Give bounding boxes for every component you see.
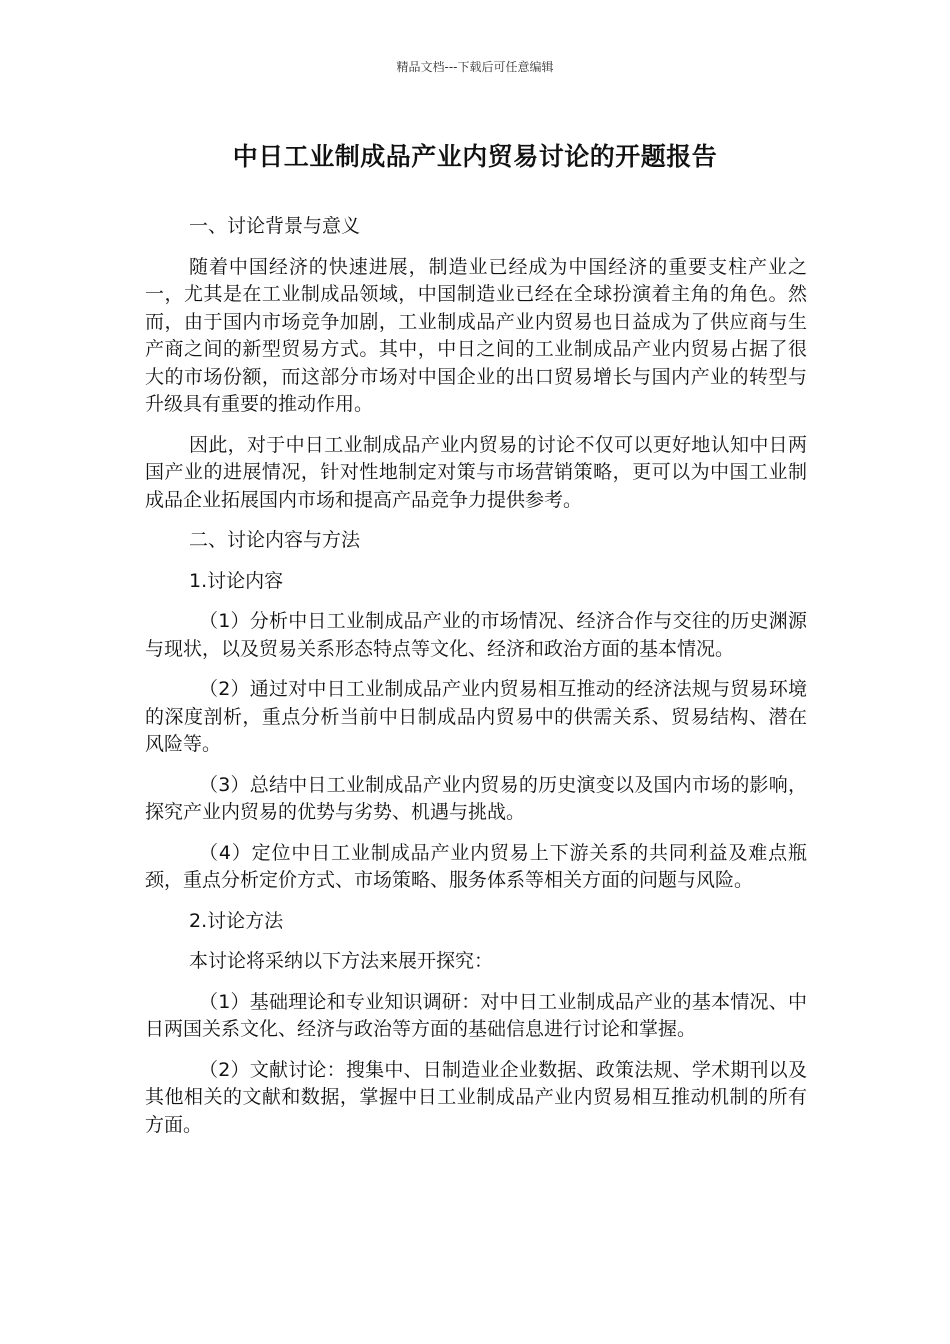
document-title: 中日工业制成品产业内贸易讨论的开题报告: [232, 142, 718, 171]
document-body: [145, 213, 807, 1152]
subsection-heading-content: 1.讨论内容: [189, 569, 284, 592]
list-item: （4）定位中日工业制成品产业内贸易上下游关系的共同利益及难点瓶颈，重点分析定价方式、市场策略、服务体系等相关方面的问题与风险。: [145, 841, 807, 891]
list-item: （1）基础理论和专业知识调研：对中日工业制成品产业的基本情况、中日两国关系文化、经济与政治等方面的基础信息进行讨论和掌握。: [145, 990, 807, 1040]
subsection-heading-method: 2.讨论方法: [189, 909, 284, 932]
section-heading-content-method: 二、讨论内容与方法: [189, 529, 361, 551]
list-item: （3）总结中日工业制成品产业内贸易的历史演变以及国内市场的影响，探究产业内贸易的优势与劣势、机遇与挑战。: [145, 773, 807, 823]
list-item: （2）文献讨论：搜集中、日制造业企业数据、政策法规、学术期刊以及其他相关的文献和数据，掌握中日工业制成品产业内贸易相互推动机制的所有方面。: [145, 1058, 807, 1136]
page-header-note: 精品文档---下载后可任意编辑: [396, 60, 554, 74]
list-item: （1）分析中日工业制成品产业的市场情况、经济合作与交往的历史渊源与现状，以及贸易关系形态特点等文化、经济和政治方面的基本情况。: [145, 610, 807, 660]
body-paragraph: 因此，对于中日工业制成品产业内贸易的讨论不仅可以更好地认知中日两国产业的进展情况，针对性地制定对策与市场营销策略，更可以为中国工业制成品企业拓展国内市场和提高产品竞争力提供参考。: [145, 433, 807, 511]
section-heading-background: 一、讨论背景与意义: [189, 215, 361, 237]
list-item: （2）通过对中日工业制成品产业内贸易相互推动的经济法规与贸易环境的深度剖析，重点分析当前中日制成品内贸易中的供需关系、贸易结构、潜在风险等。: [145, 678, 807, 755]
body-paragraph: 随着中国经济的快速进展，制造业已经成为中国经济的重要支柱产业之一，尤其是在工业制成品领域，中国制造业已经在全球扮演着主角的角色。然而，由于国内市场竞争加剧，工业制成品产业内贸易也日益成为了供应商与生产商之间的新型贸易方式。其中，中日之间的工业制成品产业内贸易占据了很大的市场份额，而这部分市场对中国企业的出口贸易增长与国内产业的转型与升级具有重要的推动作用。: [145, 255, 807, 415]
body-paragraph: 本讨论将采纳以下方法来展开探究：: [189, 950, 494, 972]
